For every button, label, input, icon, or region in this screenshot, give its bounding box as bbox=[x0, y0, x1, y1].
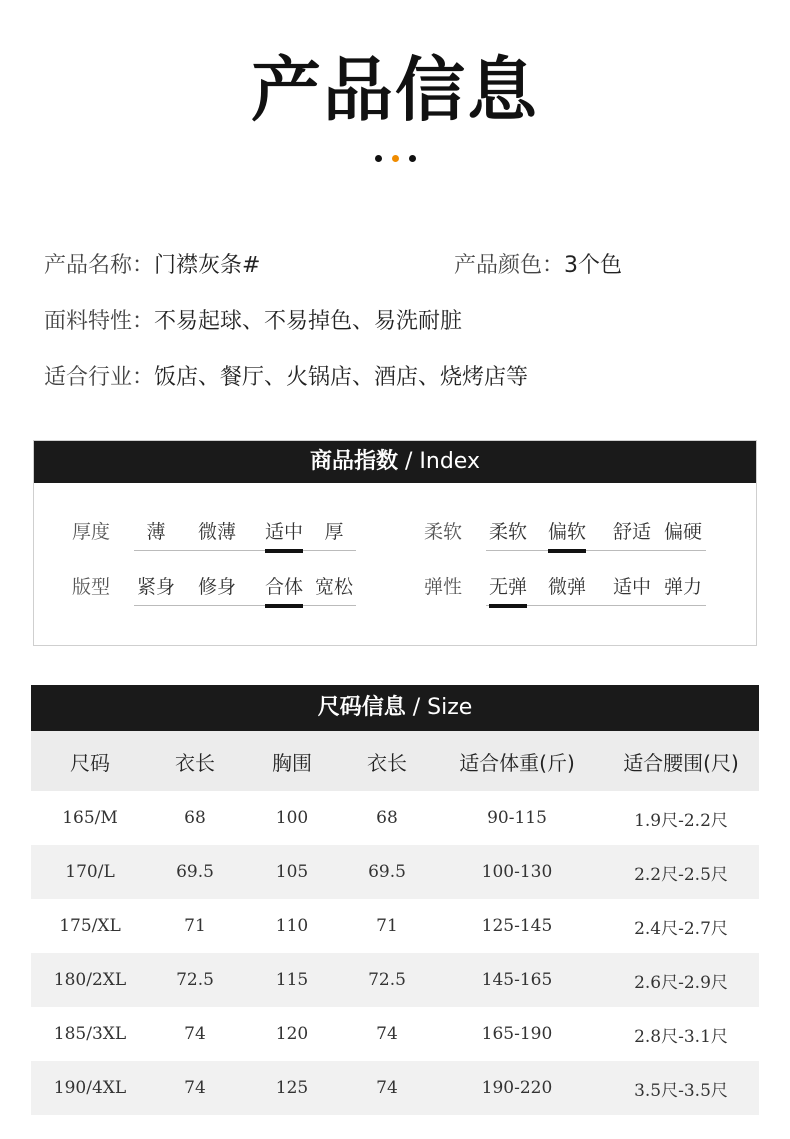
table-cell: 72.5 bbox=[149, 953, 241, 1007]
table-cell: 165/M bbox=[62, 808, 118, 828]
index-row-label: 柔软 bbox=[424, 521, 463, 543]
table-cell: 69.5 bbox=[343, 845, 431, 899]
table-cell: 2.4尺-2.7尺 bbox=[634, 918, 728, 939]
table-cell: 165-190 bbox=[481, 1024, 553, 1044]
index-option: 宽松 bbox=[314, 576, 353, 598]
table-row bbox=[31, 1061, 759, 1115]
fabric-value: 不易起球、不易掉色、易洗耐脏 bbox=[154, 309, 463, 334]
index-option: 薄 bbox=[146, 521, 166, 543]
table-cell: 190-220 bbox=[431, 1061, 603, 1115]
info-row-industry bbox=[44, 358, 528, 398]
index-option: 偏硬 bbox=[663, 521, 702, 543]
table-cell: 190/4XL bbox=[31, 1061, 149, 1115]
index-row-label: 弹性 bbox=[424, 576, 463, 598]
table-cell: 185/3XL bbox=[53, 1024, 127, 1044]
table-cell: 90-115 bbox=[487, 808, 547, 828]
column-header: 胸围 bbox=[241, 731, 343, 791]
column-header: 衣长 bbox=[149, 731, 241, 791]
index-option: 厚 bbox=[324, 521, 344, 543]
index-option: 柔软 bbox=[488, 521, 527, 543]
table-row bbox=[31, 953, 759, 1007]
table-cell: 180/2XL bbox=[31, 953, 149, 1007]
table-cell: 2.2尺-2.5尺 bbox=[603, 845, 759, 899]
page-title: 产品信息 bbox=[251, 49, 539, 131]
table-cell: 2.6尺-2.9尺 bbox=[603, 953, 759, 1007]
index-option: 修身 bbox=[197, 576, 236, 598]
dot-right bbox=[409, 155, 416, 162]
index-title-en: / Index bbox=[398, 449, 480, 474]
industry-label: 适合行业： bbox=[44, 365, 155, 390]
index-option-selected: 偏软 bbox=[530, 514, 604, 550]
size-table-header bbox=[31, 731, 759, 791]
info-row-name bbox=[44, 246, 260, 286]
table-cell: 68 bbox=[376, 808, 398, 828]
table-cell: 71 bbox=[184, 916, 206, 936]
size-table bbox=[31, 731, 759, 1115]
index-option: 紧身 bbox=[136, 576, 175, 598]
info-row-fabric bbox=[44, 302, 462, 342]
index-options bbox=[486, 569, 706, 606]
title-dots bbox=[0, 155, 790, 162]
table-cell: 125-145 bbox=[481, 916, 553, 936]
table-cell: 145-165 bbox=[431, 953, 603, 1007]
product-name-value: 门襟灰条# bbox=[154, 253, 261, 278]
table-row bbox=[31, 1007, 759, 1061]
dot-left bbox=[375, 155, 382, 162]
table-cell: 110 bbox=[275, 916, 309, 936]
size-panel bbox=[31, 685, 759, 1101]
table-cell: 175/XL bbox=[59, 916, 121, 936]
table-cell: 71 bbox=[376, 916, 398, 936]
index-options bbox=[486, 514, 706, 551]
table-cell: 120 bbox=[275, 1024, 309, 1044]
size-title-en: / Size bbox=[405, 695, 473, 720]
column-header: 衣长 bbox=[343, 731, 431, 791]
table-cell: 74 bbox=[149, 1061, 241, 1115]
size-table-body bbox=[31, 791, 759, 1115]
table-cell: 68 bbox=[184, 808, 206, 828]
column-header: 适合体重(斤) bbox=[431, 731, 603, 791]
product-color-label: 产品颜色： bbox=[454, 253, 565, 278]
table-cell: 3.5尺-3.5尺 bbox=[603, 1061, 759, 1115]
index-header bbox=[34, 441, 756, 483]
table-cell: 100 bbox=[275, 808, 309, 828]
column-header: 尺码 bbox=[31, 731, 149, 791]
industry-value: 饭店、餐厅、火锅店、酒店、烧烤店等 bbox=[154, 365, 529, 390]
index-option-selected: 无弹 bbox=[486, 569, 530, 605]
column-header: 适合腰围(尺) bbox=[603, 731, 759, 791]
table-cell: 69.5 bbox=[149, 845, 241, 899]
table-cell: 72.5 bbox=[343, 953, 431, 1007]
index-option: 舒适 bbox=[612, 521, 651, 543]
fabric-label: 面料特性： bbox=[44, 309, 155, 334]
table-cell: 74 bbox=[184, 1024, 206, 1044]
index-row-label: 版型 bbox=[72, 576, 111, 598]
index-row bbox=[34, 514, 756, 550]
table-cell: 125 bbox=[241, 1061, 343, 1115]
index-option-selected: 合体 bbox=[256, 569, 312, 605]
index-row-label: 厚度 bbox=[72, 521, 111, 543]
table-cell: 2.8尺-3.1尺 bbox=[634, 1026, 728, 1047]
dot-accent bbox=[392, 155, 399, 162]
index-option: 微薄 bbox=[197, 521, 236, 543]
table-cell: 74 bbox=[376, 1024, 398, 1044]
index-option-selected: 适中 bbox=[256, 514, 312, 550]
table-cell: 100-130 bbox=[431, 845, 603, 899]
table-cell: 1.9尺-2.2尺 bbox=[634, 810, 728, 831]
table-cell: 170/L bbox=[31, 845, 149, 899]
size-header bbox=[31, 685, 759, 731]
info-row-color bbox=[454, 246, 622, 286]
index-option: 微弹 bbox=[547, 576, 586, 598]
index-panel bbox=[33, 440, 757, 646]
size-title: 尺码信息 bbox=[317, 695, 406, 720]
table-cell: 74 bbox=[343, 1061, 431, 1115]
table-cell: 115 bbox=[241, 953, 343, 1007]
product-name-label: 产品名称： bbox=[44, 253, 155, 278]
index-option: 适中 bbox=[612, 576, 651, 598]
product-color-value: 3个色 bbox=[564, 253, 623, 278]
table-row bbox=[31, 899, 759, 953]
index-option: 弹力 bbox=[663, 576, 702, 598]
table-cell: 105 bbox=[241, 845, 343, 899]
index-row bbox=[34, 569, 756, 605]
index-title: 商品指数 bbox=[310, 449, 399, 474]
table-row bbox=[31, 791, 759, 845]
table-row bbox=[31, 845, 759, 899]
